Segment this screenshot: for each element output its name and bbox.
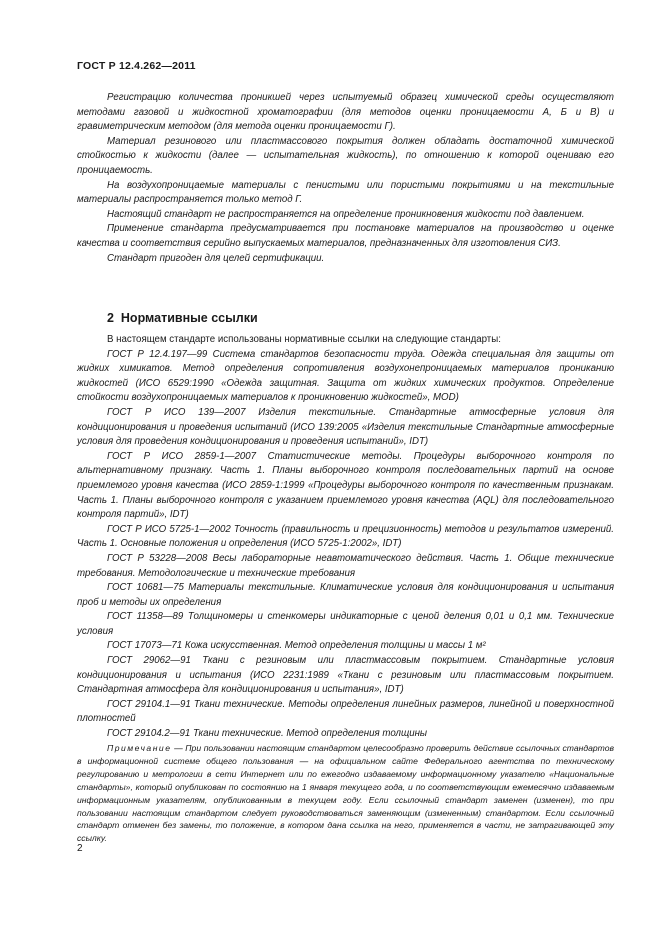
reference-item: ГОСТ 29062—91 Ткани с резиновым или пластмассовым покрытием. Стандартные условия кондиционирования и испытания (ИСО 2231:1989 «Ткани с резиновым или пластмассовым покрытием. Стандартная атмосфера для кондиционирования и испытания», IDT) bbox=[77, 655, 614, 696]
reference-item: ГОСТ 29104.2—91 Ткани технические. Метод определения толщины bbox=[107, 728, 428, 740]
references-list bbox=[77, 333, 614, 742]
reference-item: ГОСТ 10681—75 Материалы текстильные. Климатические условия для кондиционирования и испытания проб и методы их определения bbox=[77, 582, 614, 608]
reference-item: ГОСТ Р 12.4.197—99 Система стандартов безопасности труда. Одежда специальная для защиты от жидких химикатов. Метод определения сопротивления воздухонепроницаемых материалов прониканию жидкостей (ИСО 6529:1990 «Одежда защитная. Защита от жидких химических продуктов. Определение стойкости воздухопроницаемых материалов к проникновению жидкостей», MOD) bbox=[77, 348, 614, 404]
note-block bbox=[77, 742, 614, 845]
reference-item: ГОСТ Р 53228—2008 Весы лабораторные неавтоматического действия. Часть 1. Общие технические требования. Методологические и технические требования bbox=[77, 552, 614, 579]
note-label: Примечание bbox=[107, 743, 172, 753]
section-number: 2 bbox=[107, 311, 114, 325]
reference-item: ГОСТ 29104.1—91 Ткани технические. Методы определения линейных размеров, линейной и поверхностной плотностей bbox=[77, 698, 614, 725]
section-title: Нормативные ссылки bbox=[120, 311, 258, 325]
section-heading bbox=[107, 311, 258, 325]
reference-item: ГОСТ 11358—89 Толщиномеры и стенкомеры индикаторные с ценой деления 0,01 и 0,1 мм. Технические условия bbox=[77, 611, 614, 637]
intro-paragraph: Материал резинового или пластмассового покрытия должен обладать достаточной химической стойкостью к жидкости (далее — испытательная жидкость), по отношению к которой оцениваю его проницаемость. bbox=[77, 135, 614, 176]
intro-paragraph: Регистрацию количества проникшей через испытуемый образец химической среды осуществляют методами газовой и жидкостной хроматографии (для методов оценки проницаемости А, Б и В) и гравиметрическим методом (для метода оценки проницаемости Г). bbox=[77, 92, 614, 133]
references-intro: В настоящем стандарте использованы нормативные ссылки на следующие стандарты: bbox=[107, 334, 501, 345]
document-header: ГОСТ Р 12.4.262—2011 bbox=[77, 60, 196, 72]
intro-paragraph: На воздухопроницаемые материалы с пенистыми или пористыми покрытиями и на текстильные материалы распространяется только метод Г. bbox=[77, 179, 614, 206]
note-paragraph bbox=[77, 742, 614, 845]
intro-paragraph: Настоящий стандарт не распространяется на определение проникновения жидкости под давлением. bbox=[107, 208, 585, 220]
intro-paragraph: Применение стандарта предусматривается при постановке материалов на производство и оценке качества и соответствия серийно выпускаемых материалов, предназначенных для изготовления СИЗ. bbox=[77, 223, 614, 249]
reference-item: ГОСТ Р ИСО 139—2007 Изделия текстильные. Стандартные атмосферные условия для кондиционирования и проведения испытаний (ИСО 139:2005 «Изделия текстильные Стандартные атмосферные условия для проведения кондиционирования и проведения испытаний», IDT) bbox=[77, 406, 614, 448]
reference-item: ГОСТ Р ИСО 5725-1—2002 Точность (правильность и прецизионность) методов и результатов измерений. Часть 1. Основные положения и определения (ИСО 5725-1:2002», IDT) bbox=[77, 523, 614, 550]
page-number: 2 bbox=[77, 843, 83, 854]
intro-paragraph: Стандарт пригоден для целей сертификации. bbox=[107, 252, 325, 264]
intro-text bbox=[77, 91, 614, 266]
note-text: — При пользовании настоящим стандартом целесообразно проверить действие ссылочных стандартов в информационной системе общего пользования — на официальном сайте Федерального агентства по техническому регулированию и метрологии в сети Интернет или по ежегодно издаваемому информационному указателю «Национальные стандарты», который опубликован по состоянию на 1 января текущего года, и по соответствующим ежемесячно издаваемым информационным указателям, опубликованным в текущем году. Если ссылочный стандарт заменен (изменен), то при пользовании настоящим стандартом следует руководствоваться заменяющим (измененным) стандартом. Если ссылочный стандарт отменен без замены, то положение, в котором дана ссылка на него, применяется в части, не затрагивающей эту ссылку. bbox=[77, 743, 614, 844]
reference-item: ГОСТ Р ИСО 2859-1—2007 Статистические методы. Процедуры выборочного контроля по альтернативному признаку. Часть 1. Планы выборочного контроля последовательных партий на основе приемлемого уровня качества (ИСО 2859-1:1999 «Процедуры выборочного контроля по качественным признакам. Часть 1. Планы выборочного контроля с указанием приемлемого уровня качества (AQL) для последовательного контроля партий», IDT) bbox=[77, 450, 614, 521]
reference-item: ГОСТ 17073—71 Кожа искусственная. Метод определения толщины и массы 1 м² bbox=[107, 640, 486, 652]
